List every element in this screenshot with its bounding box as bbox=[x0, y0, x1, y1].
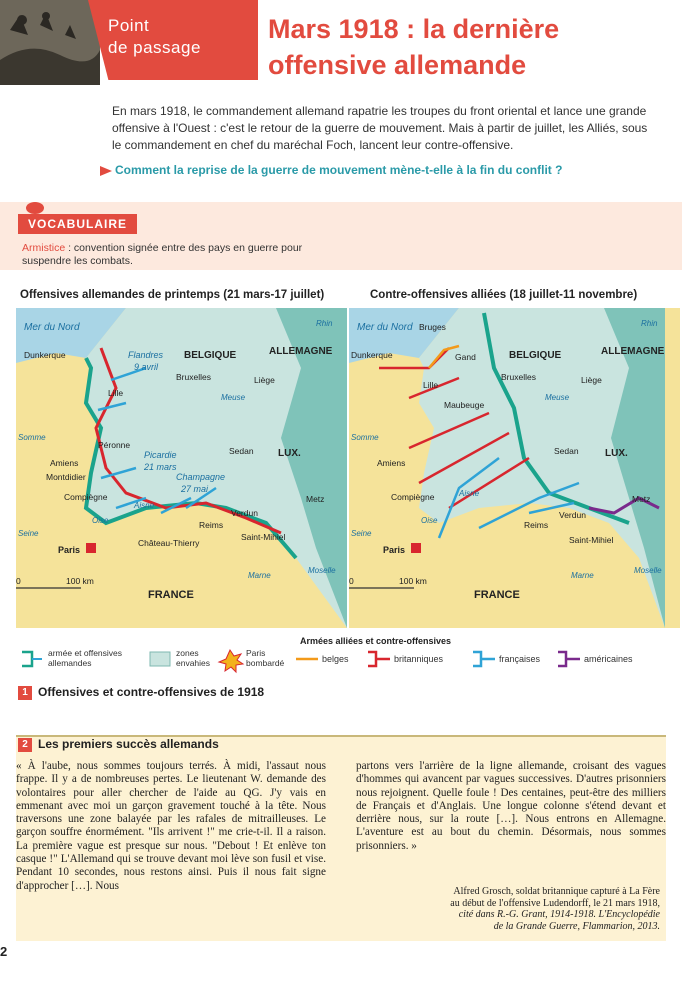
map-right-seine: Seine bbox=[351, 529, 372, 538]
map-left-dunkerque: Dunkerque bbox=[24, 350, 66, 360]
vocabulary-text: : convention signée entre des pays en guerre pour suspendre les combats. bbox=[22, 242, 303, 267]
map-right-bruges: Bruges bbox=[419, 322, 446, 332]
map-right-marne: Marne bbox=[571, 571, 594, 580]
map-right-lille: Lille bbox=[423, 380, 439, 390]
legend-paris-line1: Paris bbox=[246, 648, 266, 658]
map-left-meuse: Meuse bbox=[221, 393, 246, 402]
map-right-dunkerque: Dunkerque bbox=[351, 350, 393, 360]
speech-bubble-icon bbox=[26, 202, 44, 214]
page-number: 2 bbox=[0, 944, 8, 959]
badge-line2: de passage bbox=[108, 38, 201, 57]
map-right-sedan: Sedan bbox=[554, 446, 579, 456]
map-right-oise: Oise bbox=[421, 516, 438, 525]
document-column-2: partons vers l'arrière de la ligne allemande, croisant des vagues d'hommes qui avancent par vagues successives. D'autres prisonniers nous rejoignent. Quelle foule ! Des centaines, peut-être des milliers de Français et d'Anglais. Une longue colonne s'étend devant et derrière nous, sur la route […]. Nous entrons en Allemagne. L'aventure est au bout du chemin. Désormais, nous sommes prisonniers. » bbox=[356, 760, 666, 852]
map-right-paris: Paris bbox=[383, 545, 406, 555]
map-right-gand: Gand bbox=[455, 352, 476, 362]
source-line3: cité dans R.-G. Grant, 1914-1918. L'Encyclopédie bbox=[458, 909, 660, 920]
legend-german-line2: allemandes bbox=[48, 658, 92, 668]
map-left-scale-0: 0 bbox=[16, 576, 21, 586]
map-right-reims: Reims bbox=[524, 520, 549, 530]
legend-paris-line2: bombardé bbox=[246, 658, 285, 668]
map-left-title: Offensives allemandes de printemps (21 mars-17 juillet) bbox=[20, 289, 325, 301]
map-left-belgique: BELGIQUE bbox=[184, 350, 237, 361]
problem-question: Comment la reprise de la guerre de mouvement mène-t-elle à la fin du conflit ? bbox=[115, 163, 563, 177]
map-legend bbox=[18, 634, 664, 674]
map-left-oise: Oise bbox=[92, 516, 109, 525]
map-right-compiegne: Compiègne bbox=[391, 492, 435, 502]
question-arrow-icon bbox=[100, 166, 112, 176]
map-left-flandres: Flandres bbox=[128, 350, 164, 360]
map-left-allemagne: ALLEMAGNE bbox=[269, 346, 333, 357]
caption1-number: 1 bbox=[18, 686, 32, 700]
vocabulary-tag: VOCABULAIRE bbox=[18, 214, 137, 234]
source-line1: Alfred Grosch, soldat britannique capturé à La Fère bbox=[453, 886, 660, 897]
map-right-verdun: Verdun bbox=[559, 510, 586, 520]
intro-paragraph: En mars 1918, le commandement allemand rapatrie les troupes du front oriental et lance une grande offensive à l'Ouest : c'est le retour de la guerre de mouvement. Mais à partir de juillet, les Alliés, sous le commandement en chef du maréchal Foch, lancent leur contre-offensive. bbox=[112, 104, 648, 152]
map-right-somme: Somme bbox=[351, 433, 379, 442]
map-left-flandres-date: 9 avril bbox=[134, 362, 159, 372]
map-right-saintmihiel: Saint-Mihiel bbox=[569, 535, 614, 545]
map-right-metz: Metz bbox=[632, 494, 651, 504]
map-left-compiegne: Compiègne bbox=[64, 492, 108, 502]
map-left-champagne: Champagne bbox=[176, 472, 226, 482]
map-right-liege: Liège bbox=[581, 375, 602, 385]
legend-francaises: françaises bbox=[499, 654, 541, 664]
map-right-amiens: Amiens bbox=[377, 458, 406, 468]
legend-britanniques: britanniques bbox=[394, 654, 444, 664]
map-right-scale-0: 0 bbox=[349, 576, 354, 586]
map-left-rhin: Rhin bbox=[316, 319, 333, 328]
legend-belges: belges bbox=[322, 654, 349, 664]
map-left-lux: LUX. bbox=[278, 448, 301, 459]
caption1-title: Offensives et contre-offensives de 1918 bbox=[38, 685, 265, 699]
page-title-line2: offensive allemande bbox=[268, 50, 527, 80]
map-left-reims: Reims bbox=[199, 520, 224, 530]
map-right-sea-label: Mer du Nord bbox=[357, 322, 413, 333]
map-left-lille: Lille bbox=[108, 388, 124, 398]
map-left-sedan: Sedan bbox=[229, 446, 254, 456]
map-right-france: FRANCE bbox=[474, 589, 520, 601]
map-right bbox=[349, 308, 680, 628]
vocabulary-definition bbox=[22, 242, 322, 268]
map-right-moselle: Moselle bbox=[634, 566, 662, 575]
document-source bbox=[360, 886, 660, 932]
legend-german-line1: armée et offensives bbox=[48, 648, 123, 658]
map-left-france: FRANCE bbox=[148, 589, 194, 601]
map-left-chateau: Château-Thierry bbox=[138, 538, 200, 548]
map-left-liege: Liège bbox=[254, 375, 275, 385]
legend-zones-line1: zones bbox=[176, 648, 199, 658]
map-left-champagne-date: 27 mai bbox=[181, 484, 209, 494]
map-left-picardie: Picardie bbox=[144, 450, 177, 460]
map-right-bruxelles: Bruxelles bbox=[501, 372, 536, 382]
caption2-title: Les premiers succès allemands bbox=[38, 737, 219, 751]
map-right-scale-100: 100 km bbox=[399, 576, 427, 586]
page-title-line1: Mars 1918 : la dernière bbox=[268, 14, 560, 44]
map-left-peronne: Péronne bbox=[98, 440, 131, 450]
map-left-sea-label: Mer du Nord bbox=[24, 322, 80, 333]
map-right-rhin: Rhin bbox=[641, 319, 658, 328]
map-left-aisne: Aisne bbox=[134, 501, 155, 510]
map-left-paris: Paris bbox=[58, 545, 81, 555]
map-right-title: Contre-offensives alliées (18 juillet-11 novembre) bbox=[370, 289, 638, 301]
map-left-montdidier: Montdidier bbox=[46, 472, 86, 482]
map-left-saintmihiel: Saint-Mihiel bbox=[241, 532, 286, 542]
map-right-meuse: Meuse bbox=[545, 393, 570, 402]
map-left-seine: Seine bbox=[18, 529, 39, 538]
map-left bbox=[16, 308, 347, 628]
map-right-allemagne: ALLEMAGNE bbox=[601, 346, 665, 357]
map-left-somme: Somme bbox=[18, 433, 46, 442]
source-line2: au début de l'offensive Ludendorff, le 21 mars 1918, bbox=[450, 897, 660, 909]
map-right-maubeuge: Maubeuge bbox=[444, 400, 485, 410]
map-right-lux: LUX. bbox=[605, 448, 628, 459]
map-left-picardie-date: 21 mars bbox=[144, 462, 177, 472]
map-left-scale-100: 100 km bbox=[66, 576, 94, 586]
legend-americaines: américaines bbox=[584, 654, 633, 664]
document-column-1: « À l'aube, nous sommes toujours terrés. À midi, l'assaut nous frappe. Il y a de nombreuses pertes. Le lieutenant W. demande des volontaires pour aller chercher de l'aide au QG. J'y vais en emmenant avec moi un garçon gravement touché à la tête. Nous traversons une zone balayée par les rafales de mitrailleuses. Le garçon souffre énormément. "Ils arrivent !" me crie-t-il. Il a raison. La première vague est presque sur nous. "Debout ! Et enlève ton casque !" L'Allemand qui se trouve devant moi lève son fusil et vise. Pendant 10 secondes, nous restons ainsi. Puis il nous fait signe d'approcher […]. Nous bbox=[16, 760, 326, 892]
map-right-belgique: BELGIQUE bbox=[509, 350, 562, 361]
map-left-verdun: Verdun bbox=[231, 508, 258, 518]
map-left-amiens: Amiens bbox=[50, 458, 79, 468]
legend-zones-line2: envahies bbox=[176, 658, 211, 668]
source-line4: de la Grande Guerre, Flammarion, 2013. bbox=[493, 920, 660, 932]
map-right-aisne: Aisne bbox=[459, 489, 480, 498]
map-left-marne: Marne bbox=[248, 571, 271, 580]
header-photo bbox=[0, 0, 100, 85]
vocabulary-word: Armistice bbox=[22, 242, 66, 254]
legend-allied-title: Armées alliées et contre-offensives bbox=[300, 636, 452, 646]
badge-line1: Point bbox=[108, 16, 150, 35]
map-left-moselle: Moselle bbox=[308, 566, 336, 575]
map-left-bruxelles: Bruxelles bbox=[176, 372, 211, 382]
caption2-number: 2 bbox=[18, 738, 32, 752]
map-left-metz: Metz bbox=[306, 494, 325, 504]
